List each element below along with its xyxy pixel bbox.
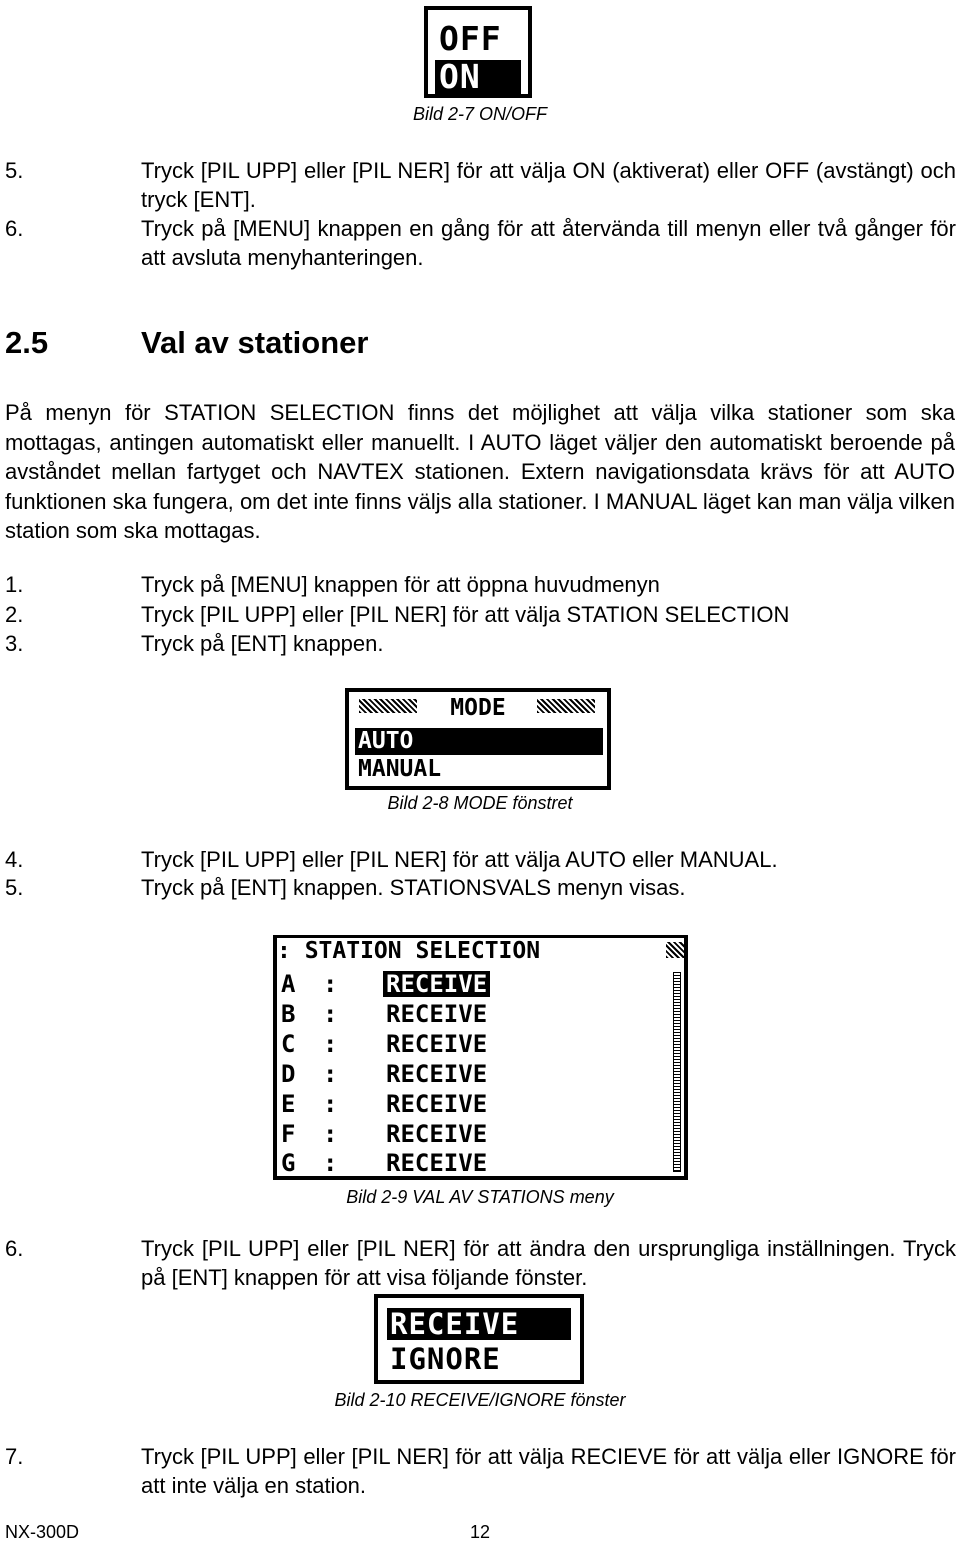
step-number: 5. [5,875,24,900]
hatch-pattern [666,942,684,958]
list-item-step-3 [0,630,960,660]
station-value: RECEIVE [386,1000,488,1028]
station-value: RECEIVE [386,1149,488,1177]
mode-display-figure [345,688,611,790]
list-item-step-5 [0,157,960,217]
hatch-pattern-right [537,699,595,713]
station-selection-display-figure [273,935,688,1180]
scrollbar [673,972,681,1172]
step-text: Tryck [PIL UPP] eller [PIL NER] för att välja AUTO eller MANUAL. [141,847,778,872]
station-letter: C [281,1030,296,1058]
station-separator: : [323,1030,338,1058]
station-selection-title: : STATION SELECTION [277,938,541,964]
station-row-e [281,1091,661,1117]
station-separator: : [323,1120,338,1148]
list-item-step-2 [0,601,960,631]
page-number: 12 [470,1522,491,1542]
step-text: Tryck på [ENT] knappen. [141,631,384,656]
station-separator: : [323,1000,338,1028]
figure-caption-2-9: Bild 2-9 VAL AV STATIONS meny [346,1187,614,1207]
station-separator: : [323,1060,338,1088]
step-text: Tryck [PIL UPP] eller [PIL NER] för att välja ON (aktiverat) eller OFF (avstängt) och tryck [ENT]. [141,158,956,212]
station-letter: F [281,1120,296,1148]
list-item-step-6 [0,215,960,275]
step-text: Tryck på [MENU] knappen för att öppna huvudmenyn [141,572,660,597]
list-item-step-1 [0,571,960,601]
station-row-c [281,1031,661,1057]
station-value-selected: RECEIVE [383,971,490,997]
station-value: RECEIVE [386,1060,488,1088]
station-value: RECEIVE [386,1030,488,1058]
figure-caption-2-10: Bild 2-10 RECEIVE/IGNORE fönster [334,1390,626,1410]
section-heading [5,325,368,361]
station-letter: G [281,1149,296,1177]
step-text: Tryck [PIL UPP] eller [PIL NER] för att välja RECIEVE för att välja eller IGNORE för att inte välja en station. [141,1444,956,1498]
step-number: 6. [5,216,24,241]
step-number: 5. [5,158,24,183]
figure-caption-2-8: Bild 2-8 MODE fönstret [387,793,573,813]
station-row-f [281,1121,661,1147]
step-number: 4. [5,847,24,872]
manual-option: MANUAL [355,756,603,783]
step-number: 3. [5,631,24,656]
figure-caption-2-7: Bild 2-7 ON/OFF [412,104,548,124]
step-text: Tryck på [ENT] knappen. STATIONSVALS menyn visas. [141,875,686,900]
step-text: Tryck på [MENU] knappen en gång för att återvända till menyn eller två gånger för att avsluta menyhanteringen. [141,216,956,270]
step-number: 2. [5,602,24,627]
station-row-g [281,1150,661,1176]
station-row-b [281,1001,661,1027]
list-item-step-5b [0,874,960,904]
step-text: Tryck [PIL UPP] eller [PIL NER] för att välja STATION SELECTION [141,602,790,627]
intro-paragraph: På menyn för STATION SELECTION finns det möjlighet att välja vilka stationer som ska mottagas, antingen automatiskt eller manuellt. I AUTO läget väljer den automatiskt beroende på avståndet mellan fartyget och NAVTEX stationen. Extern navigationsdata krävs för att AUTO funktionen ska fungera, om det inte finns väljs alla stationer. I MANUAL läget kan man välja vilken station som ska mottagas. [5,400,955,543]
on-option-selected: ON [435,60,521,94]
auto-option-selected: AUTO [355,728,603,755]
station-separator: : [323,1149,338,1177]
footer-model-name: NX-300D [5,1522,80,1542]
mode-title: MODE [450,695,506,721]
station-value: RECEIVE [386,1090,488,1118]
section-number: 2.5 [5,325,49,360]
station-letter: A [281,970,296,998]
off-option: OFF [435,22,521,56]
station-row-a [281,971,661,997]
station-letter: E [281,1090,296,1118]
station-value: RECEIVE [386,1120,488,1148]
station-letter: B [281,1000,296,1028]
step-number: 7. [5,1444,24,1469]
station-letter: D [281,1060,296,1088]
list-item-step-7 [0,1443,960,1503]
list-item-step-6b [0,1235,960,1295]
receive-ignore-display-figure [374,1294,584,1384]
step-text: Tryck [PIL UPP] eller [PIL NER] för att ändra den ursprungliga inställningen. Tryck på [ENT] knappen för att visa följande fönster. [141,1236,956,1290]
list-item-step-4 [0,846,960,876]
station-separator: : [323,970,338,998]
step-number: 1. [5,572,24,597]
station-row-d [281,1061,661,1087]
onoff-display-figure [424,6,532,98]
ignore-option: IGNORE [387,1343,571,1375]
section-title: Val av stationer [141,325,369,360]
station-separator: : [323,1090,338,1118]
step-number: 6. [5,1236,24,1261]
receive-option-selected: RECEIVE [387,1308,571,1340]
